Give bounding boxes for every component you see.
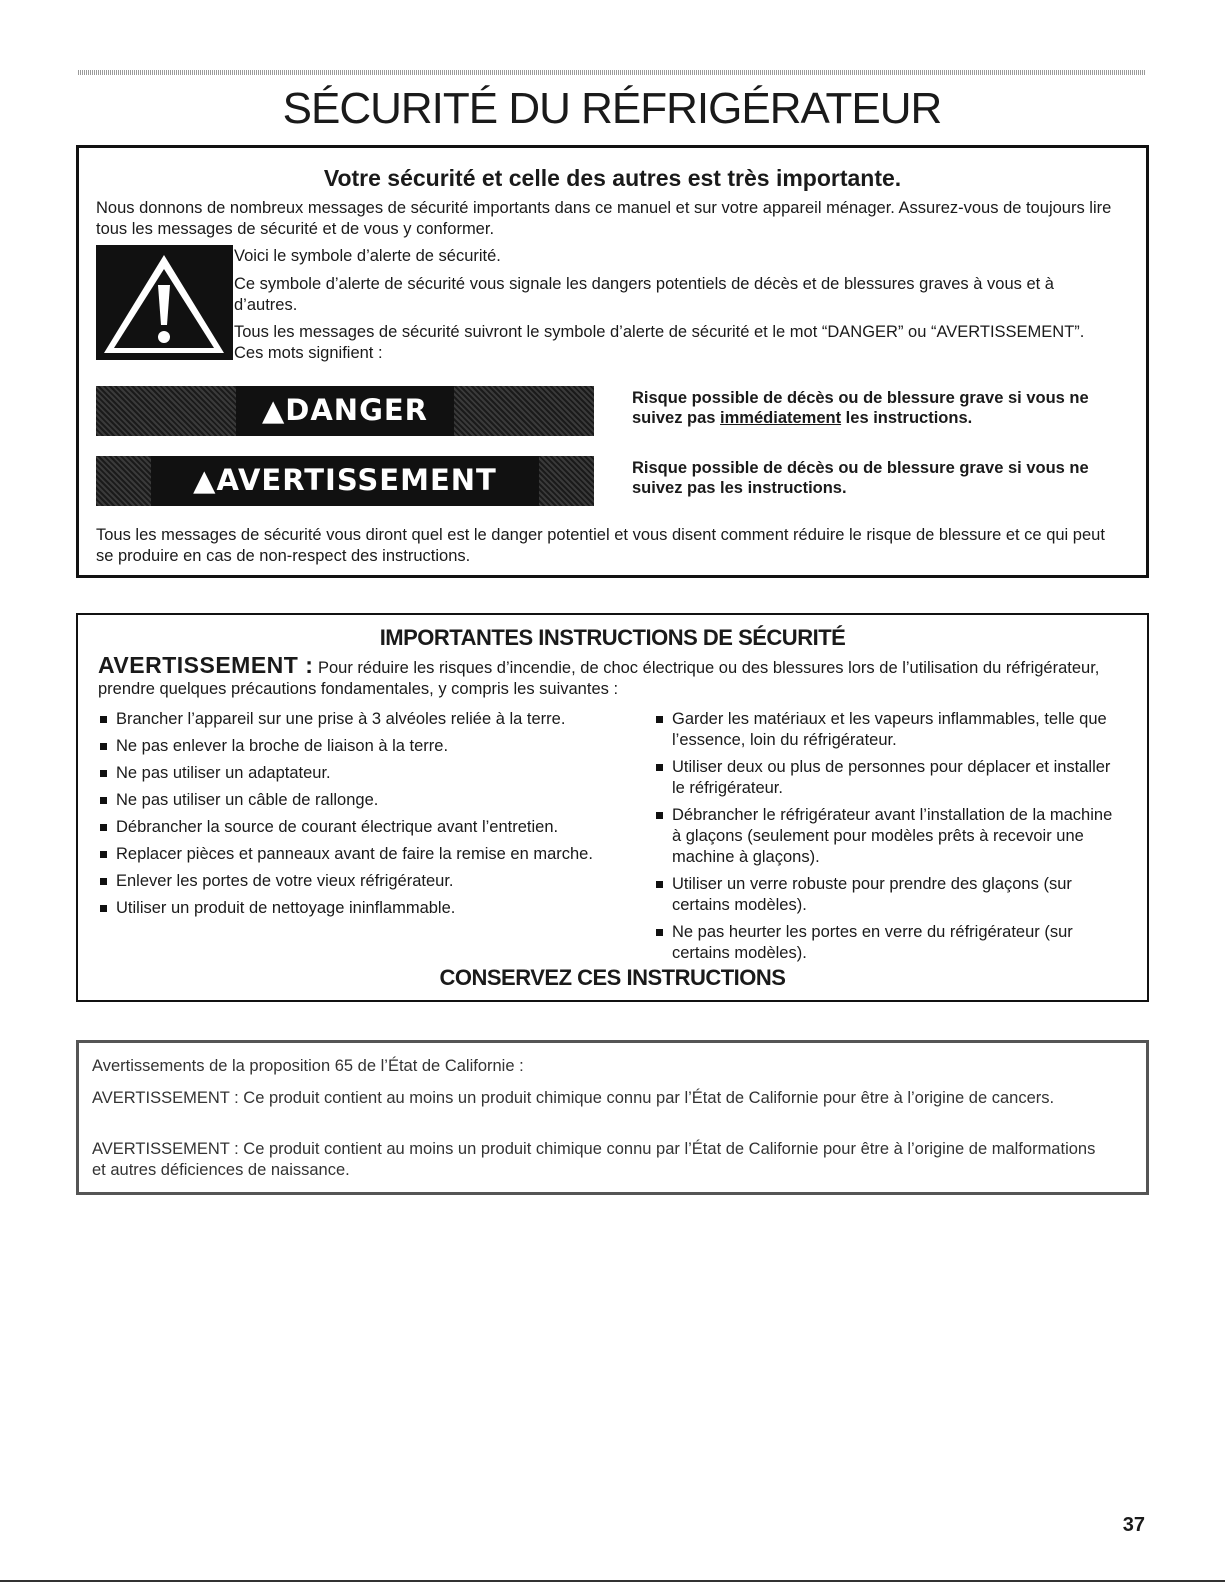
safety-box-intro: Nous donnons de nombreux messages de sécurité importants dans ce manuel et sur votre appareil ménager. Assurez-vous de toujours lire tous les messages de sécurité et de vous y conformer. xyxy=(96,199,1112,238)
california-warning-birth-defects: AVERTISSEMENT : Ce produit contient au moins un produit chimique connu par l’État de Californie pour être à l’origine de malformations et autres déficiences de naissance. xyxy=(92,1140,1096,1179)
list-item: Brancher l’appareil sur une prise à 3 alvéoles reliée à la terre. xyxy=(98,709,658,730)
safety-alert-symbol-icon xyxy=(96,245,233,360)
instructions-intro: AVERTISSEMENT : Pour réduire les risques d’incendie, de choc électrique ou des blessures lors de l’utilisation du réfrigérateur, prendre quelques précautions fondamentales, y compris les suivantes : xyxy=(98,652,1100,698)
instructions-left-list xyxy=(98,709,658,925)
safety-box-heading: Votre sécurité et celle des autres est très importante. xyxy=(323,165,902,191)
list-item: Utiliser deux ou plus de personnes pour déplacer et installer le réfrigérateur. xyxy=(654,757,1124,799)
instructions-right-list xyxy=(654,709,1124,970)
list-item: Ne pas utiliser un câble de rallonge. xyxy=(98,790,658,811)
list-item: Débrancher le réfrigérateur avant l’installation de la machine à glaçons (seulement pour modèles prêts à recevoir une machine à glaçons). xyxy=(654,805,1124,868)
list-item: Replacer pièces et panneaux avant de faire la remise en marche. xyxy=(98,844,658,865)
warning-lead: AVERTISSEMENT : xyxy=(98,652,314,678)
footer-rule xyxy=(0,1580,1225,1582)
danger-banner-label: DANGER xyxy=(285,393,429,427)
california-warning-box xyxy=(76,1040,1149,1195)
safety-box-closing: Tous les messages de sécurité vous diront quel est le danger potentiel et vous disent comment réduire le risque de blessure et ce qui peut se produire en cas de non-respect des instructions. xyxy=(96,526,1105,565)
list-item: Utiliser un produit de nettoyage ininflammable. xyxy=(98,898,658,919)
danger-banner xyxy=(96,386,594,436)
warning-banner xyxy=(96,456,594,506)
list-item: Garder les matériaux et les vapeurs inflammables, telle que l’essence, loin du réfrigérateur. xyxy=(654,709,1124,751)
list-item: Ne pas enlever la broche de liaison à la terre. xyxy=(98,736,658,757)
page-number: 37 xyxy=(1122,1514,1145,1536)
california-warning-cancer: AVERTISSEMENT : Ce produit contient au moins un produit chimique connu par l’État de Californie pour être à l’origine de cancers. xyxy=(92,1089,1055,1107)
list-item: Débrancher la source de courant électrique avant l’entretien. xyxy=(98,817,658,838)
danger-description: Risque possible de décès ou de blessure grave si vous ne suivez pas immédiatement les instructions. xyxy=(632,389,1089,427)
instructions-heading: IMPORTANTES INSTRUCTIONS DE SÉCURITÉ xyxy=(379,625,846,650)
list-item: Enlever les portes de votre vieux réfrigérateur. xyxy=(98,871,658,892)
safety-message-box xyxy=(76,145,1149,578)
alert-triangle-icon: ▲ xyxy=(193,463,217,497)
instructions-footer: CONSERVEZ CES INSTRUCTIONS xyxy=(439,965,786,990)
symbol-words: Tous les messages de sécurité suivront le symbole d’alerte de sécurité et le mot “DANGER” ou “AVERTISSEMENT”. Ces mots signifient : xyxy=(234,323,1085,362)
warning-banner-label: AVERTISSEMENT xyxy=(216,463,497,497)
symbol-description: Ce symbole d’alerte de sécurité vous signale les dangers potentiels de décès et de blessures graves à vous et à d’autres. xyxy=(234,275,1054,314)
page-title: SÉCURITÉ DU RÉFRIGÉRATEUR xyxy=(282,84,942,133)
california-heading: Avertissements de la proposition 65 de l’État de Californie : xyxy=(92,1057,524,1075)
warning-description: Risque possible de décès ou de blessure grave si vous ne suivez pas les instructions. xyxy=(632,459,1089,497)
list-item: Utiliser un verre robuste pour prendre des glaçons (sur certains modèles). xyxy=(654,874,1124,916)
list-item: Ne pas utiliser un adaptateur. xyxy=(98,763,658,784)
header-rule xyxy=(78,70,1146,75)
safety-instructions-box xyxy=(76,613,1149,1002)
symbol-label: Voici le symbole d’alerte de sécurité. xyxy=(234,247,501,265)
list-item: Ne pas heurter les portes en verre du réfrigérateur (sur certains modèles). xyxy=(654,922,1124,964)
alert-triangle-icon: ▲ xyxy=(261,393,286,427)
